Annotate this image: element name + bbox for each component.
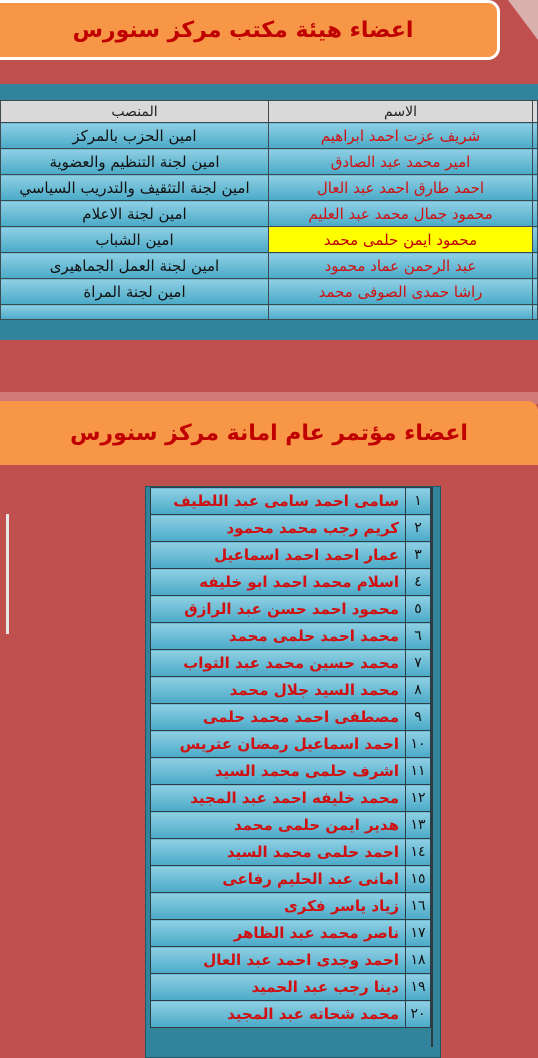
member-role: امين الحزب بالمركز — [1, 123, 269, 149]
item-number: ٧ — [406, 650, 431, 677]
item-number: ١٩ — [406, 974, 431, 1001]
item-name: محمد احمد حلمى محمد — [151, 623, 406, 650]
list-item — [151, 677, 431, 704]
list-item — [151, 947, 431, 974]
list-item — [151, 596, 431, 623]
table-row — [1, 175, 538, 201]
office-members-table — [0, 100, 538, 320]
header-name: الاسم — [269, 101, 533, 123]
item-name: كريم رجب محمد محمود — [151, 515, 406, 542]
table-row — [1, 123, 538, 149]
list-item — [151, 1001, 431, 1028]
member-name: راشا حمدى الصوفى محمد — [269, 279, 533, 305]
item-name: احمد اسماعيل رمضان عتريس — [151, 731, 406, 758]
list-item — [151, 704, 431, 731]
item-number: ١٧ — [406, 920, 431, 947]
member-role: امين لجنة المراة — [1, 279, 269, 305]
member-name: امير محمد عبد الصادق — [269, 149, 533, 175]
item-number: ١ — [406, 488, 431, 515]
item-name: عمار احمد احمد اسماعيل — [151, 542, 406, 569]
table-row-empty — [1, 305, 538, 320]
list-item — [151, 812, 431, 839]
conference-title-banner — [0, 401, 538, 465]
member-name-selected-cell[interactable]: محمود ايمن حلمى محمد — [269, 227, 533, 253]
member-name: احمد طارق احمد عبد العال — [269, 175, 533, 201]
list-item — [151, 731, 431, 758]
list-item — [151, 623, 431, 650]
list-item — [151, 920, 431, 947]
list-item — [151, 488, 431, 515]
item-number: ٩ — [406, 704, 431, 731]
item-number: ٤ — [406, 569, 431, 596]
member-role: امين لجنة التنظيم والعضوية — [1, 149, 269, 175]
table-row-selected[interactable] — [1, 227, 538, 253]
item-name: احمد وجدى احمد عبد العال — [151, 947, 406, 974]
member-name: شريف عزت احمد ابراهيم — [269, 123, 533, 149]
corner-decoration — [508, 0, 538, 40]
table-row — [1, 201, 538, 227]
conference-members-table — [150, 487, 431, 1028]
item-number: ١٠ — [406, 731, 431, 758]
member-role: امين لجنة التثقيف والتدريب السياسي — [1, 175, 269, 201]
member-role: امين لجنة العمل الجماهيرى — [1, 253, 269, 279]
item-name: اشرف حلمى محمد السيد — [151, 758, 406, 785]
item-name: محمد شحاته عبد المجيد — [151, 1001, 406, 1028]
office-title: اعضاء هيئة مكتب مركز سنورس — [72, 17, 414, 43]
item-number: ١٢ — [406, 785, 431, 812]
item-name: مصطفى احمد محمد حلمى — [151, 704, 406, 731]
item-name: محمد حسين محمد عبد التواب — [151, 650, 406, 677]
list-item — [151, 785, 431, 812]
member-name: عبد الرحمن عماد محمود — [269, 253, 533, 279]
item-name: دينا رجب عبد الحميد — [151, 974, 406, 1001]
table-edge-cell — [533, 101, 538, 123]
item-number: ٢ — [406, 515, 431, 542]
item-number: ١٥ — [406, 866, 431, 893]
list-item — [151, 893, 431, 920]
item-name: زياد ياسر فكرى — [151, 893, 406, 920]
scrollbar-thumb[interactable] — [6, 514, 9, 634]
item-name: محمد السيد جلال محمد — [151, 677, 406, 704]
list-item — [151, 758, 431, 785]
item-number: ٣ — [406, 542, 431, 569]
item-number: ٦ — [406, 623, 431, 650]
table-row — [1, 279, 538, 305]
table-row — [1, 149, 538, 175]
office-table-header — [1, 101, 538, 123]
item-name: سامى احمد سامى عبد اللطيف — [151, 488, 406, 515]
list-item — [151, 542, 431, 569]
member-role: امين لجنة الاعلام — [1, 201, 269, 227]
table-row — [1, 253, 538, 279]
item-name: محمود احمد حسن عبد الرازق — [151, 596, 406, 623]
list-item — [151, 650, 431, 677]
item-number: ٨ — [406, 677, 431, 704]
list-item — [151, 866, 431, 893]
item-name: اسلام محمد احمد ابو خليفه — [151, 569, 406, 596]
item-name: هدير ايمن حلمى محمد — [151, 812, 406, 839]
item-number: ١٨ — [406, 947, 431, 974]
item-number: ١٤ — [406, 839, 431, 866]
list-item — [151, 974, 431, 1001]
list-item — [151, 515, 431, 542]
item-number: ٥ — [406, 596, 431, 623]
list-item — [151, 569, 431, 596]
item-number: ٢٠ — [406, 1001, 431, 1028]
list-item — [151, 839, 431, 866]
item-name: احمد حلمى محمد السيد — [151, 839, 406, 866]
item-number: ١٣ — [406, 812, 431, 839]
header-role: المنصب — [1, 101, 269, 123]
item-name: محمد خليفه احمد عبد المجيد — [151, 785, 406, 812]
list-divider — [431, 487, 433, 1047]
item-number: ١١ — [406, 758, 431, 785]
item-number: ١٦ — [406, 893, 431, 920]
conference-title: اعضاء مؤتمر عام امانة مركز سنورس — [70, 420, 468, 446]
member-role: امين الشباب — [1, 227, 269, 253]
office-title-banner — [0, 0, 500, 60]
item-name: ناصر محمد عبد الظاهر — [151, 920, 406, 947]
member-name: محمود جمال محمد عبد العليم — [269, 201, 533, 227]
item-name: امانى عبد الحليم رفاعى — [151, 866, 406, 893]
